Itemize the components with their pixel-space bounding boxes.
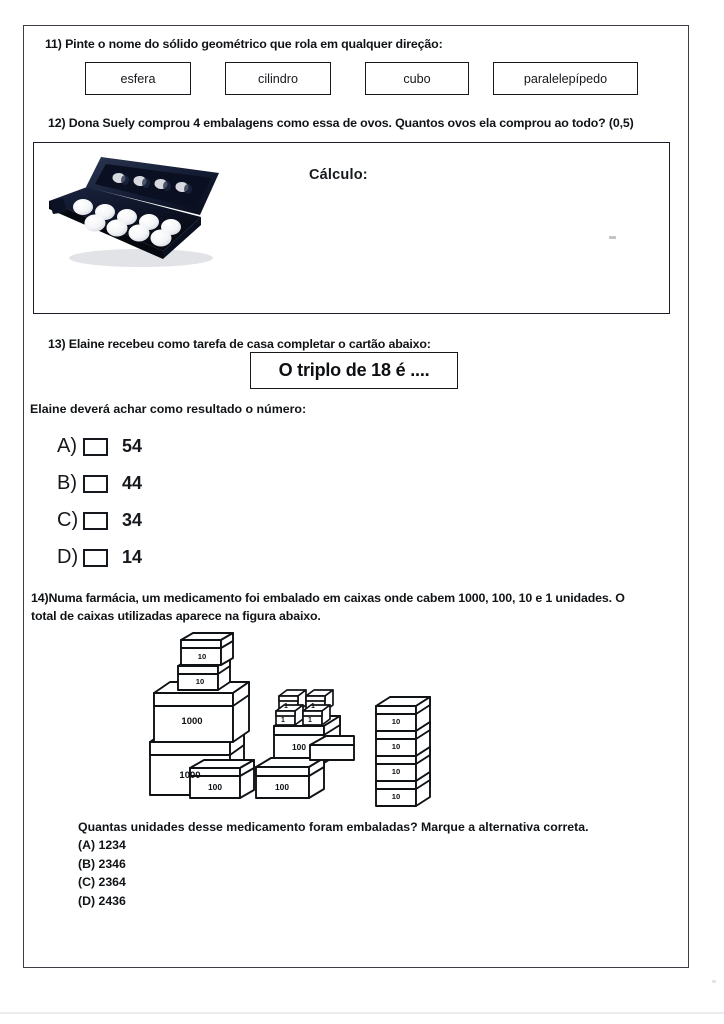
scan-edge-artifact-bottom (0, 1012, 724, 1014)
stacked-boxes-figure (140, 630, 460, 810)
box-label-10-upper-b: 10 (195, 677, 205, 686)
box-label-1-back-left: 1 (284, 703, 288, 710)
box-1000-upper (154, 682, 249, 742)
question-13-prompt: 13) Elaine recebeu como tarefa de casa completar o cartão abaixo: (48, 337, 431, 351)
scan-artifact (609, 236, 616, 239)
choice-letter: B) (57, 472, 77, 494)
box-label-1-front-left: 1 (281, 717, 285, 724)
choice-value: 44 (122, 473, 143, 493)
alternative-c[interactable] (78, 873, 589, 892)
box-label-10-right-3: 10 (391, 767, 401, 776)
alternative-letter: (B) (78, 856, 96, 871)
option-box-esfera[interactable] (85, 62, 191, 95)
alternative-b[interactable] (78, 855, 589, 874)
option-label: cubo (403, 71, 431, 86)
alternative-letter: (A) (78, 838, 96, 852)
option-label: paralelepípedo (523, 71, 608, 86)
box-label-10-right-2: 10 (391, 742, 401, 751)
question-11-prompt: 11) Pinte o nome do sólido geométrico que rola em qualquer direção: (45, 37, 443, 51)
box-label-1-front-right: 1 (308, 717, 312, 724)
question-13-subprompt: Elaine deverá achar como resultado o número: (30, 402, 307, 416)
alternative-value: 2436 (98, 894, 126, 909)
choice-letter: D) (57, 546, 79, 568)
box-label-10-right-4: 10 (391, 792, 401, 801)
box-label-100-left: 100 (208, 782, 222, 792)
choice-letter: A) (57, 435, 77, 457)
scan-edge-artifact-right (712, 980, 716, 983)
question-14-answers (78, 820, 589, 911)
alternative-letter: (C) (78, 875, 96, 890)
choice-value: 14 (122, 547, 143, 567)
box-label-100-right: 100 (275, 782, 289, 792)
choice-checkbox-b[interactable] (83, 475, 108, 493)
alternative-value: 2346 (98, 856, 126, 871)
calculo-label: Cálculo: (309, 167, 368, 183)
choice-row-a[interactable] (57, 428, 142, 465)
question-13-choices (57, 428, 142, 576)
choice-checkbox-a[interactable] (83, 438, 108, 456)
choice-checkbox-d[interactable] (83, 549, 108, 567)
box-label-1000-lower: 1000 (179, 770, 201, 781)
alternative-letter: (D) (78, 894, 96, 909)
choice-row-b[interactable] (57, 465, 142, 502)
box-label-1000-upper: 1000 (181, 716, 203, 727)
question-12-answer-area[interactable] (33, 142, 670, 314)
alternative-value: 1234 (98, 838, 126, 852)
box-100-right (256, 758, 324, 798)
box-label-10-upper-a: 10 (197, 652, 207, 661)
option-label: esfera (120, 71, 156, 86)
alternative-a[interactable] (78, 836, 589, 855)
question-12-prompt: 12) Dona Suely comprou 4 embalagens como essa de ovos. Quantos ovos ela comprou ao todo? (0,5) (48, 116, 634, 130)
question-11-options (85, 62, 645, 96)
choice-checkbox-c[interactable] (83, 512, 108, 530)
alternative-d[interactable] (78, 892, 589, 911)
alternative-value: 2364 (98, 875, 126, 890)
box-1-front-right (303, 705, 330, 725)
box-label-10-right-1: 10 (391, 717, 401, 726)
box-label-1-back-right: 1 (311, 703, 315, 710)
triplo-card-text: O triplo de 18 é .... (278, 360, 430, 380)
option-box-cilindro[interactable] (225, 62, 331, 95)
choice-row-c[interactable] (57, 502, 142, 539)
option-box-paralelepipedo[interactable] (493, 62, 638, 95)
question-14-prompt-line1: 14)Numa farmácia, um medicamento foi embalado em caixas onde cabem 1000, 100, 10 e 1 unidades. O (31, 591, 625, 605)
option-label: cilindro (258, 71, 298, 86)
box-label-100-raised: 100 (292, 742, 306, 752)
choice-value: 34 (122, 510, 143, 530)
box-1-front-left (276, 705, 303, 725)
box-10-upper-a (181, 633, 233, 665)
option-box-cubo[interactable] (365, 62, 469, 95)
question-14-prompt-line2: total de caixas utilizadas aparece na figura abaixo. (31, 609, 321, 623)
choice-letter: C) (57, 509, 79, 531)
question-14-answer-prompt: Quantas unidades desse medicamento foram embaladas? Marque a alternativa correta. (78, 820, 589, 834)
box-10-right-1 (376, 697, 430, 731)
egg-carton-icon (43, 151, 229, 273)
choice-row-d[interactable] (57, 539, 142, 576)
triplo-card (250, 352, 458, 389)
choice-value: 54 (122, 436, 143, 456)
